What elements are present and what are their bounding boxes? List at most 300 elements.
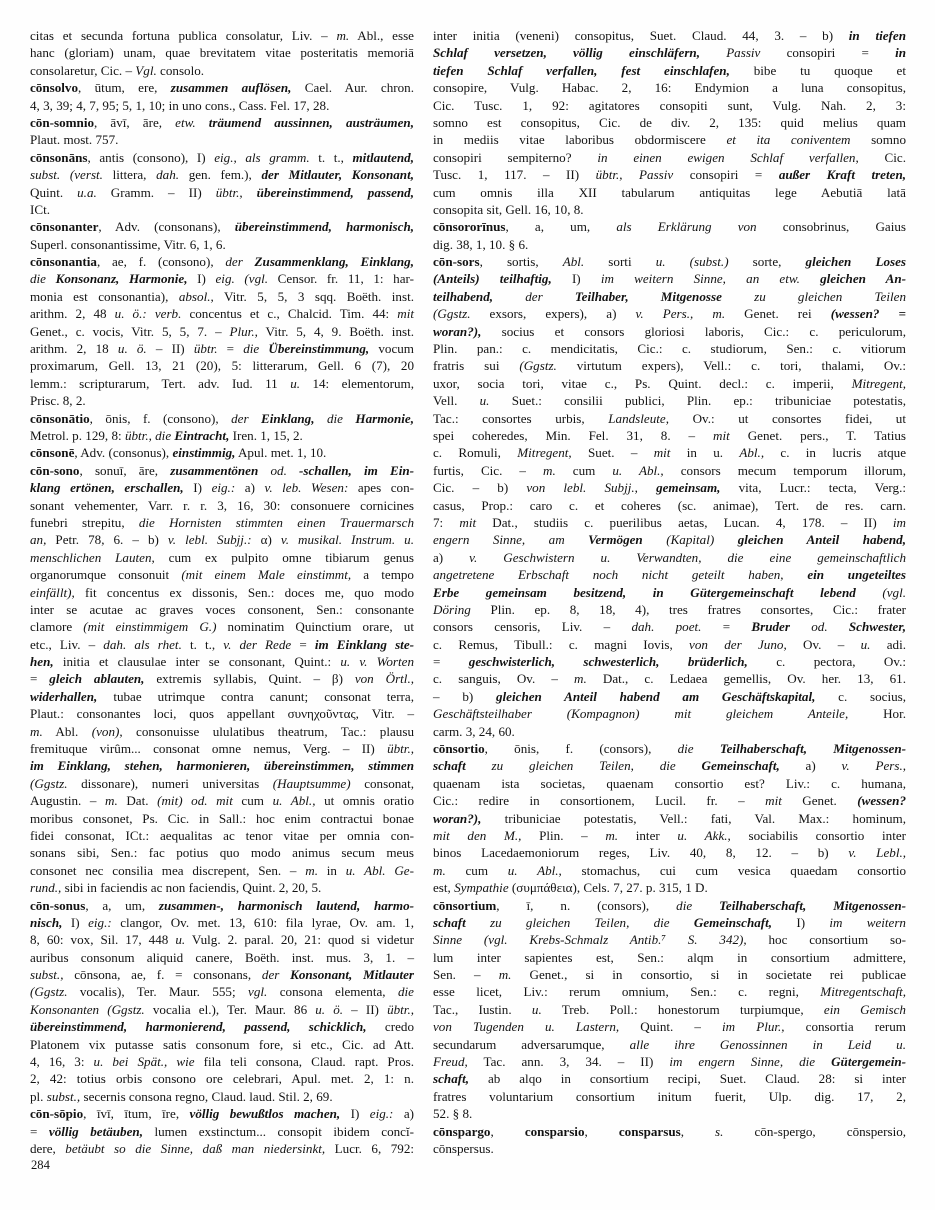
- text-segment: consors censoris, Liv. –: [433, 619, 632, 635]
- text-segment: extremis syllabis, Quint. – β): [144, 671, 355, 687]
- text-line: [30, 844, 414, 861]
- text-segment: übtr.: [193, 341, 218, 357]
- text-segment: 7:: [433, 514, 460, 530]
- text-line: [30, 166, 414, 183]
- text-segment: casus, Prop.: caro c. et coheres (sc. animae), Tert. de res. carn.: [433, 497, 906, 513]
- text-line: [30, 184, 414, 201]
- text-segment: , ōnis, f. (consono),: [89, 410, 232, 426]
- text-segment: Tac. ann. 3, 34. – II): [467, 1054, 670, 1070]
- text-segment: -schallen, im Ein-: [286, 462, 414, 478]
- text-segment: der: [525, 288, 575, 304]
- text-segment: sonans sibi, Sen.: fac potius quo modo animus secum meus: [30, 845, 414, 861]
- text-segment: consobrinus, Gaius: [756, 219, 906, 235]
- text-segment: Cic. Tusc. 1, 92: agitatores consopiti sunt, Vulg. Nah. 2, 3:: [433, 97, 906, 113]
- text-line: [30, 218, 414, 235]
- text-segment: – II): [146, 341, 194, 357]
- text-segment: Superl. consonantissime, Vitr. 6, 1, 6.: [30, 236, 226, 252]
- text-segment: Döring: [433, 601, 471, 617]
- text-segment: m.: [30, 723, 43, 739]
- text-line: [30, 966, 414, 983]
- text-segment: somno est consopitus, Cic. de div. 2, 135: quid melius quam: [433, 114, 906, 130]
- text-segment: teilhabend,: [433, 288, 526, 304]
- text-segment: Teilhaberschaft, Mitgenossen-: [719, 897, 906, 913]
- text-segment: Schlaf versetzen, völlig einschläfern,: [433, 45, 700, 61]
- text-segment: Plaut. most. 757.: [30, 132, 119, 148]
- text-segment: Hor.: [848, 706, 906, 722]
- text-line: [30, 618, 414, 635]
- text-line: [433, 844, 906, 861]
- entry-headword: cōnsolvo: [30, 80, 79, 96]
- text-line: [30, 479, 414, 496]
- text-segment: Treb. Poll.: honestorum turpiumque,: [541, 1001, 824, 1017]
- text-segment: ein ungeteiltes: [807, 567, 906, 583]
- text-segment: mit den M.,: [433, 827, 522, 843]
- text-segment: tribuniciae potestatis, Vell.: fati, Val. Max.: hominum,: [481, 810, 906, 826]
- text-line: [433, 914, 906, 931]
- text-segment: arithm. 2, 18: [30, 341, 118, 357]
- text-segment: Vitr. 5, 5, 3 sqq. Boëth. inst.: [213, 288, 414, 304]
- text-segment: consona elementa,: [267, 984, 398, 1000]
- text-line: [30, 462, 414, 479]
- text-line: [30, 27, 414, 44]
- text-segment: sociabilis consortio inter: [730, 827, 907, 843]
- text-segment: in u.: [670, 445, 740, 461]
- text-segment: consonet nec consilia mea discrepent, Sen. –: [30, 862, 306, 878]
- text-segment: vgl.: [248, 984, 268, 1000]
- text-segment: secundarum adversarumque,: [433, 1036, 630, 1052]
- entry-headword: cōnspargo: [433, 1123, 491, 1139]
- entry-headword: cōnsortio: [433, 741, 485, 757]
- text-segment: somno: [850, 132, 906, 148]
- text-segment: secernis consona regno, Claud. laud. Stil. 2, 69.: [80, 1088, 333, 1104]
- text-segment: Harmonie,: [355, 410, 414, 426]
- text-segment: in tiefen: [848, 28, 906, 43]
- text-segment: übtr.,: [387, 1001, 414, 1017]
- text-segment: subst.,: [46, 1088, 81, 1104]
- text-segment: subst. (verst.: [30, 167, 103, 183]
- text-line: [30, 566, 414, 583]
- text-segment: Dat.: [117, 793, 158, 809]
- text-line: [433, 688, 906, 705]
- text-segment: (Ggstz.: [30, 775, 68, 791]
- text-line: [30, 931, 414, 948]
- text-segment: Plaut.: consonantes loci, quos appellant συνηχοῦντας, Vitr. –: [30, 706, 414, 722]
- text-segment: mit: [459, 514, 477, 530]
- text-segment: a tempo: [351, 567, 414, 583]
- text-segment: consonat,: [350, 775, 415, 791]
- text-segment: übereinstimmend, passend,: [256, 184, 414, 200]
- text-segment: c. Remus, Tibull.: c. magni Iovis,: [433, 636, 690, 652]
- text-segment: , antis (consono), I): [87, 149, 215, 165]
- text-segment: consors mecum temporum illorum,: [663, 462, 906, 478]
- text-segment: c. socius,: [815, 688, 907, 704]
- text-segment: v. leb. Wesen:: [264, 480, 349, 496]
- text-segment: v. Pers., m.: [635, 306, 726, 322]
- text-segment: funebri strepitu,: [30, 514, 139, 530]
- text-line: [433, 340, 906, 357]
- text-segment: Quint. –: [619, 1019, 723, 1035]
- text-segment: u. (subst.): [655, 254, 729, 270]
- text-segment: , sortis,: [479, 254, 563, 270]
- text-segment: binos Lacedaemoniorum reges, Liv. 40, 8, 12. – b): [433, 845, 849, 861]
- text-segment: Teilhaber, Mitgenosse: [574, 288, 755, 304]
- text-segment: Vermögen: [588, 532, 667, 548]
- entry-headword: cōnsonāns: [30, 149, 88, 165]
- text-line: [433, 497, 906, 514]
- right-column: [433, 27, 906, 1157]
- text-segment: a): [235, 480, 265, 496]
- text-segment: , ōnis, f. (consors),: [484, 741, 678, 757]
- text-segment: ab alqo in consortium recipi, Suet. Claud. 28: si inter: [469, 1071, 906, 1087]
- text-segment: – b): [433, 688, 496, 704]
- text-segment: von Tugenden u. Lastern,: [433, 1019, 620, 1035]
- text-line: [433, 79, 906, 96]
- text-segment: in einen ewigen Schlaf verfallen,: [597, 149, 859, 165]
- text-segment: Censor. fr. 11, 1: har-: [268, 271, 414, 287]
- text-segment: Cic.: [858, 149, 906, 165]
- text-segment: , āvī, āre,: [94, 114, 176, 130]
- text-segment: (vgl.: [882, 584, 906, 600]
- text-line: [30, 1105, 414, 1122]
- text-segment: die: [398, 984, 414, 1000]
- text-segment: sibi in faciendis ac non faciendis, Quint. 2, 20, 5.: [61, 880, 322, 896]
- text-line: [433, 184, 906, 201]
- text-line: [30, 601, 414, 618]
- text-line: [30, 775, 414, 792]
- text-line: [433, 375, 906, 392]
- text-line: [433, 670, 906, 687]
- text-segment: zusammen auflösen,: [170, 80, 292, 96]
- text-segment: Konsonanten (Ggstz.: [30, 1001, 145, 1017]
- text-line: [30, 897, 414, 914]
- text-segment: Freud,: [433, 1054, 468, 1070]
- text-segment: organorumque consonuit: [30, 567, 182, 583]
- text-line: [433, 966, 906, 983]
- text-line: [433, 323, 906, 340]
- text-segment: proximarum, Gell. 13, 21 (20), 5: litterarum, Gell. 6 (7), 20: [30, 358, 414, 374]
- text-segment: der: [225, 254, 255, 270]
- text-line: [433, 27, 906, 44]
- text-segment: im Einklang, stehen, harmonieren, übereinstimmen, stimmen: [30, 758, 414, 774]
- text-segment: Quint.: [30, 184, 78, 200]
- entry-headword: consparsus: [618, 1123, 681, 1139]
- text-segment: Genet. rei: [725, 306, 831, 322]
- text-line: [433, 531, 906, 548]
- text-segment: absol.,: [178, 288, 214, 304]
- text-line: [30, 810, 414, 827]
- text-line: [30, 114, 414, 131]
- text-line: [30, 1018, 414, 1035]
- text-segment: im Einklang ste-: [314, 636, 414, 652]
- text-line: [30, 1036, 414, 1053]
- text-segment: u.: [479, 393, 490, 409]
- text-segment: (mit einstimmigem G.): [83, 619, 217, 635]
- text-line: [433, 1070, 906, 1087]
- text-line: [30, 201, 414, 218]
- text-segment: dissonare), numeri universitas: [67, 775, 273, 791]
- text-segment: concentus et c., Chalcid. Tim. 44:: [181, 306, 398, 322]
- text-line: [30, 740, 414, 757]
- text-segment: – II): [343, 1001, 388, 1017]
- text-segment: übtr., Passiv: [595, 167, 674, 183]
- left-column: [30, 27, 414, 1157]
- text-segment: fit concentus ex dissonis, Sen.: doces me, quo modo: [74, 584, 414, 600]
- text-line: [30, 427, 414, 444]
- text-segment: adi.: [870, 636, 906, 652]
- text-segment: arithm. 2, 48: [30, 306, 115, 322]
- text-segment: Lucr. 6, 792:: [325, 1141, 415, 1156]
- text-line: [30, 670, 414, 687]
- text-segment: einfällt),: [30, 584, 75, 600]
- text-segment: (Ggstz.: [519, 358, 557, 374]
- text-segment: , ae, f. (consono),: [96, 254, 226, 270]
- text-segment: bibe tu quoque et: [729, 62, 906, 78]
- text-segment: Cic. – b): [433, 480, 527, 496]
- text-segment: uxor, socia tori, vitae c., Ps. Quint. decl.: c. imperii,: [433, 375, 852, 391]
- text-segment: (Ggstz.: [30, 984, 68, 1000]
- text-segment: 4, 16, 3:: [30, 1054, 94, 1070]
- text-segment: u. Abl.,: [272, 793, 316, 809]
- text-segment: (Hauptsumme): [272, 775, 351, 791]
- text-segment: (Ggstz.: [433, 306, 471, 322]
- text-segment: Passiv: [726, 45, 761, 61]
- text-line: [433, 723, 906, 740]
- text-line: [30, 79, 414, 96]
- text-segment: Geschäftsteilhaber (Kompagnon) mit gleichem Anteile,: [433, 706, 849, 722]
- text-segment: , a, um,: [505, 219, 617, 235]
- text-segment: m.: [105, 793, 118, 809]
- text-segment: übtr., die: [124, 427, 175, 443]
- text-segment: Genet. pers., T. Tatius: [729, 427, 906, 443]
- text-segment: u. Abl.,: [612, 462, 664, 478]
- text-segment: stomachus, cui cum vesica quaedam consortio: [561, 862, 907, 878]
- text-segment: , a, um,: [85, 897, 159, 913]
- text-segment: inter: [618, 827, 678, 843]
- text-segment: Zusammenklang, Einklang,: [254, 254, 414, 270]
- text-segment: (mit einem Male einstimmt,: [181, 567, 352, 583]
- text-segment: in: [895, 45, 906, 61]
- text-segment: virtutum expers), Vell.: c. tori, thalami, Ov.:: [556, 358, 906, 374]
- text-segment: völlig bewußtlos machen,: [189, 1106, 341, 1122]
- text-segment: I): [183, 480, 212, 496]
- text-segment: schaft,: [433, 1071, 470, 1087]
- text-segment: consolaretur, Cic. –: [30, 62, 136, 78]
- text-segment: auribus consonum aliquid canere, Boëth. inst. mus. 3, 1. –: [30, 949, 414, 965]
- text-segment: cum omnis illa XII tabularum antiquitas lege Aebutiā latā: [433, 184, 906, 200]
- text-segment: u.: [290, 375, 301, 391]
- text-line: [433, 757, 906, 774]
- text-segment: furtis, Cic. –: [433, 462, 543, 478]
- text-segment: geschwisterlich, schwesterlich, brüderlich,: [468, 654, 748, 670]
- text-segment: Tac.: consortes urbis,: [433, 410, 609, 426]
- text-segment: die: [314, 410, 356, 426]
- text-line: [30, 1001, 414, 1018]
- text-segment: im: [892, 514, 906, 530]
- entry-headword: cōn-sonus: [30, 897, 86, 913]
- text-segment: u.: [531, 1001, 542, 1017]
- entry-headword: cōnsonātio: [30, 410, 90, 426]
- text-segment: (Anteils) teilhaftig,: [433, 271, 552, 287]
- text-segment: im weitern: [829, 914, 906, 930]
- text-segment: =: [701, 619, 752, 635]
- text-line: [30, 688, 414, 705]
- text-segment: cōn-spergo, cōnspersio,: [723, 1123, 907, 1139]
- text-segment: od.: [789, 619, 849, 635]
- text-segment: woran?),: [433, 323, 482, 339]
- text-segment: klang ertönen, erschallen,: [30, 480, 184, 496]
- text-segment: nominatim Quinctium orare, ut: [216, 619, 414, 635]
- text-line: [433, 479, 906, 496]
- text-line: [433, 549, 906, 566]
- text-segment: od.: [270, 462, 287, 478]
- text-line: [433, 427, 906, 444]
- text-segment: der Mitlauter, Konsonant,: [261, 167, 414, 183]
- text-line: [30, 723, 414, 740]
- entry-headword: cōn-somnio: [30, 114, 95, 130]
- text-segment: u. Akk.,: [677, 827, 731, 843]
- text-segment: Mitregent,: [851, 375, 906, 391]
- text-segment: woran?),: [433, 810, 482, 826]
- text-segment: als Erklärung von: [616, 219, 757, 235]
- text-line: [433, 62, 906, 79]
- text-segment: schaft: [433, 758, 492, 774]
- text-segment: nisch,: [30, 914, 63, 930]
- text-line: [30, 914, 414, 931]
- text-segment: übereinstimmend, harmonierend, passend, schicklich,: [30, 1019, 367, 1035]
- text-segment: m.: [305, 862, 318, 878]
- text-segment: Vitr. 5, 4, 9. Boëth. inst.: [257, 323, 414, 339]
- text-line: [433, 931, 906, 948]
- text-segment: s.: [715, 1123, 724, 1139]
- text-segment: I): [187, 271, 216, 287]
- text-segment: , īvī, ītum, īre,: [83, 1106, 190, 1122]
- text-line: [30, 653, 414, 670]
- text-segment: betäubt so die Sinne, daß man niedersinkt,: [65, 1141, 326, 1156]
- text-segment: (συμπάθεια), Cels. 7, 27. p. 315, 1 D.: [508, 880, 708, 896]
- text-line: [433, 827, 906, 844]
- text-segment: zu gleichen Teilen, die: [490, 914, 694, 930]
- text-segment: von der Juno,: [689, 636, 787, 652]
- text-line: [433, 983, 906, 1000]
- text-segment: ,: [584, 1123, 619, 1139]
- text-segment: eig.:: [211, 480, 236, 496]
- text-line: [30, 270, 414, 287]
- text-line: [30, 236, 414, 253]
- text-line: [433, 618, 906, 635]
- text-segment: an,: [30, 532, 47, 548]
- text-line: [433, 288, 906, 305]
- text-segment: c. Romuli,: [433, 445, 518, 461]
- text-segment: eig. (vgl.: [215, 271, 269, 287]
- text-segment: a): [779, 758, 842, 774]
- text-segment: von lebl. Subjj.,: [526, 480, 657, 496]
- text-segment: est,: [433, 880, 455, 896]
- text-segment: Abl., esse: [349, 28, 414, 43]
- text-segment: gleich ablauten,: [49, 671, 145, 687]
- text-segment: fremituque virûm... consonat omne nemus, Verg. – II): [30, 741, 388, 757]
- text-segment: gleichen Loses: [805, 254, 906, 270]
- text-segment: in: [318, 862, 346, 878]
- text-segment: fidei consonat, ICt.: aequalitas ac tenor vitae per omnia con-: [30, 827, 414, 843]
- text-segment: c. in lucris atque: [764, 445, 907, 461]
- text-segment: in mediis vitae laboribus obdormiscere: [433, 132, 727, 148]
- text-segment: v. lebl. Subjj.:: [167, 532, 252, 548]
- text-segment: =: [30, 671, 50, 687]
- text-line: [433, 636, 906, 653]
- text-segment: I): [62, 914, 89, 930]
- text-line: [30, 636, 414, 653]
- text-line: [30, 757, 414, 774]
- text-segment: Landsleute,: [608, 410, 669, 426]
- text-segment: Plur.,: [229, 323, 258, 339]
- text-segment: consolo.: [156, 62, 205, 78]
- text-line: [30, 1140, 414, 1157]
- text-segment: monia est consonantia),: [30, 288, 179, 304]
- text-segment: Vgl.: [135, 62, 157, 78]
- text-segment: Tac., Iustin.: [433, 1001, 532, 1017]
- text-segment: Sen. –: [433, 967, 499, 983]
- text-segment: (wessen?: [857, 793, 906, 809]
- text-segment: hoc consortium so-: [746, 932, 906, 948]
- text-segment: clamore: [30, 619, 84, 635]
- text-segment: consopiri =: [673, 167, 779, 183]
- text-line: [30, 584, 414, 601]
- text-segment: zu gleichen Teilen, die: [491, 758, 702, 774]
- text-segment: Metrol. p. 129, 8:: [30, 427, 125, 443]
- text-line: [433, 270, 906, 287]
- text-line: [30, 392, 414, 409]
- text-segment: einstimmig,: [172, 445, 236, 461]
- text-segment: Mitregentschaft,: [820, 984, 906, 1000]
- text-segment: exsors, expers), a): [470, 306, 636, 322]
- text-segment: etw.: [175, 114, 209, 130]
- text-segment: Tusc. 1, 117. – II): [433, 167, 596, 183]
- text-segment: 2, 42: totius orbis consono ore celebrari, Apul. met. 2, 1: n.: [30, 1071, 414, 1087]
- text-line: [433, 131, 906, 148]
- text-segment: , Adv. (consonans),: [98, 219, 235, 235]
- text-segment: consortia rerum: [784, 1019, 906, 1035]
- text-segment: lumen exstinctum... consopit ibidem concĭ-: [142, 1123, 414, 1139]
- text-line: [433, 653, 906, 670]
- text-segment: mit: [765, 793, 782, 809]
- text-segment: littera,: [102, 167, 157, 183]
- text-segment: sorte,: [728, 254, 806, 270]
- text-line: [433, 1088, 906, 1105]
- text-line: [433, 810, 906, 827]
- text-segment: Abl.: [562, 254, 585, 270]
- text-line: [30, 1053, 414, 1070]
- text-segment: Dat., c. Ledaea gemellis, Ov. her. 13, 61.: [586, 671, 906, 687]
- text-line: [30, 983, 414, 1000]
- text-line: [30, 1070, 414, 1087]
- text-segment: Genet., c. vocis, Vitr. 5, 5, 7. –: [30, 323, 230, 339]
- entry-headword: cōn-sors: [433, 254, 480, 270]
- text-line: [433, 705, 906, 722]
- text-segment: ,: [680, 1123, 716, 1139]
- text-line: [433, 792, 906, 809]
- text-segment: consonuisse ululatibus theatrum, Tac.: plausu: [122, 723, 414, 739]
- text-segment: Ov. –: [786, 636, 861, 652]
- text-segment: Gemeinschaft,: [693, 914, 773, 930]
- text-segment: eig.:: [369, 1106, 394, 1122]
- text-segment: consopiri sempiterno?: [433, 149, 598, 165]
- text-line: [30, 149, 414, 166]
- text-line: [433, 357, 906, 374]
- text-segment: m.: [433, 862, 446, 878]
- text-line: [30, 305, 414, 322]
- text-line: [433, 444, 906, 461]
- text-segment: et ita coniventem: [726, 132, 851, 148]
